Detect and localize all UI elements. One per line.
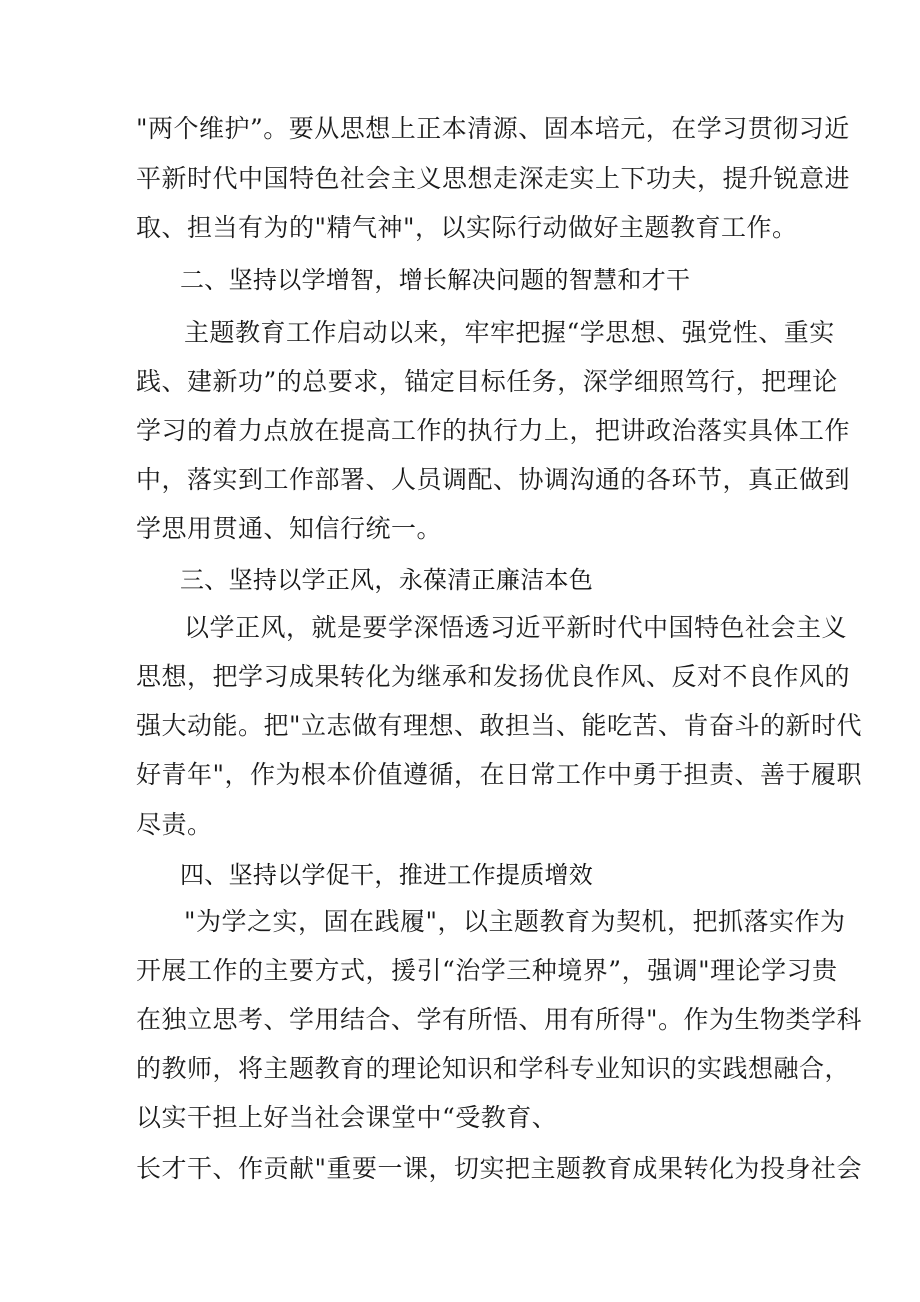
section-4-line-1: "为学之实，固在践履"，以主题教育为契机，把抓落实作为 — [184, 907, 846, 936]
section-2-line-1: 主题教育工作启动以来，牢牢把握“学思想、强党性、重实 — [184, 318, 835, 347]
section-2-line-5: 学思用贯通、知信行统一。 — [136, 514, 443, 543]
section-3-line-3: 强大动能。把"立志做有理想、敢担当、能吃苦、肯奋斗的新时代 — [136, 711, 863, 740]
section-3-line-1: 以学正风，就是要学深悟透习近平新时代中国特色社会主义 — [184, 613, 848, 642]
section-3-heading: 三、坚持以学正风，永葆清正廉洁本色 — [180, 566, 594, 594]
section-2-heading: 二、坚持以学增智，增长解决问题的智慧和才干 — [180, 266, 691, 294]
section-3-line-4: 好青年"，作为根本价值遵循，在日常工作中勇于担责、善于履职 — [136, 760, 863, 789]
section-4-heading: 四、坚持以学促干，推进工作提质增效 — [180, 861, 594, 889]
intro-line-3: 取、担当有为的"精气神"，以实际行动做好主题教育工作。 — [136, 213, 798, 242]
intro-line-2: 平新时代中国特色社会主义思想走深走实上下功夫，提升锐意进 — [136, 164, 851, 193]
intro-line-1: "两个维护”。要从思想上正本清源、固本培元，在学习贯彻习近 — [136, 114, 850, 143]
section-4-line-2: 开展工作的主要方式，援引“治学三种境界”，强调"理论学习贵 — [136, 956, 838, 985]
section-4-line-5: 以实干担上好当社会课堂中“受教育、 — [136, 1103, 558, 1132]
section-3-line-5: 尽责。 — [136, 810, 213, 839]
section-2-line-4: 中，落实到工作部署、人员调配、协调沟通的各环节，真正做到 — [136, 465, 851, 494]
section-3-line-2: 思想，把学习成果转化为继承和发扬优良作风、反对不良作风的 — [136, 662, 851, 691]
section-2-line-3: 学习的着力点放在提高工作的执行力上，把讲政治落实具体工作 — [136, 416, 851, 445]
section-4-line-3: 在独立思考、学用结合、学有所悟、用有所得"。作为生物类学科 — [136, 1005, 863, 1034]
section-2-line-2: 践、建新功”的总要求，锚定目标任务，深学细照笃行，把理论 — [136, 367, 838, 396]
section-4-line-4: 的教师，将主题教育的理论知识和学科专业知识的实践想融合， — [136, 1054, 851, 1083]
section-4-line-6: 长才干、作贡献"重要一课，切实把主题教育成果转化为投身社会 — [136, 1154, 863, 1183]
